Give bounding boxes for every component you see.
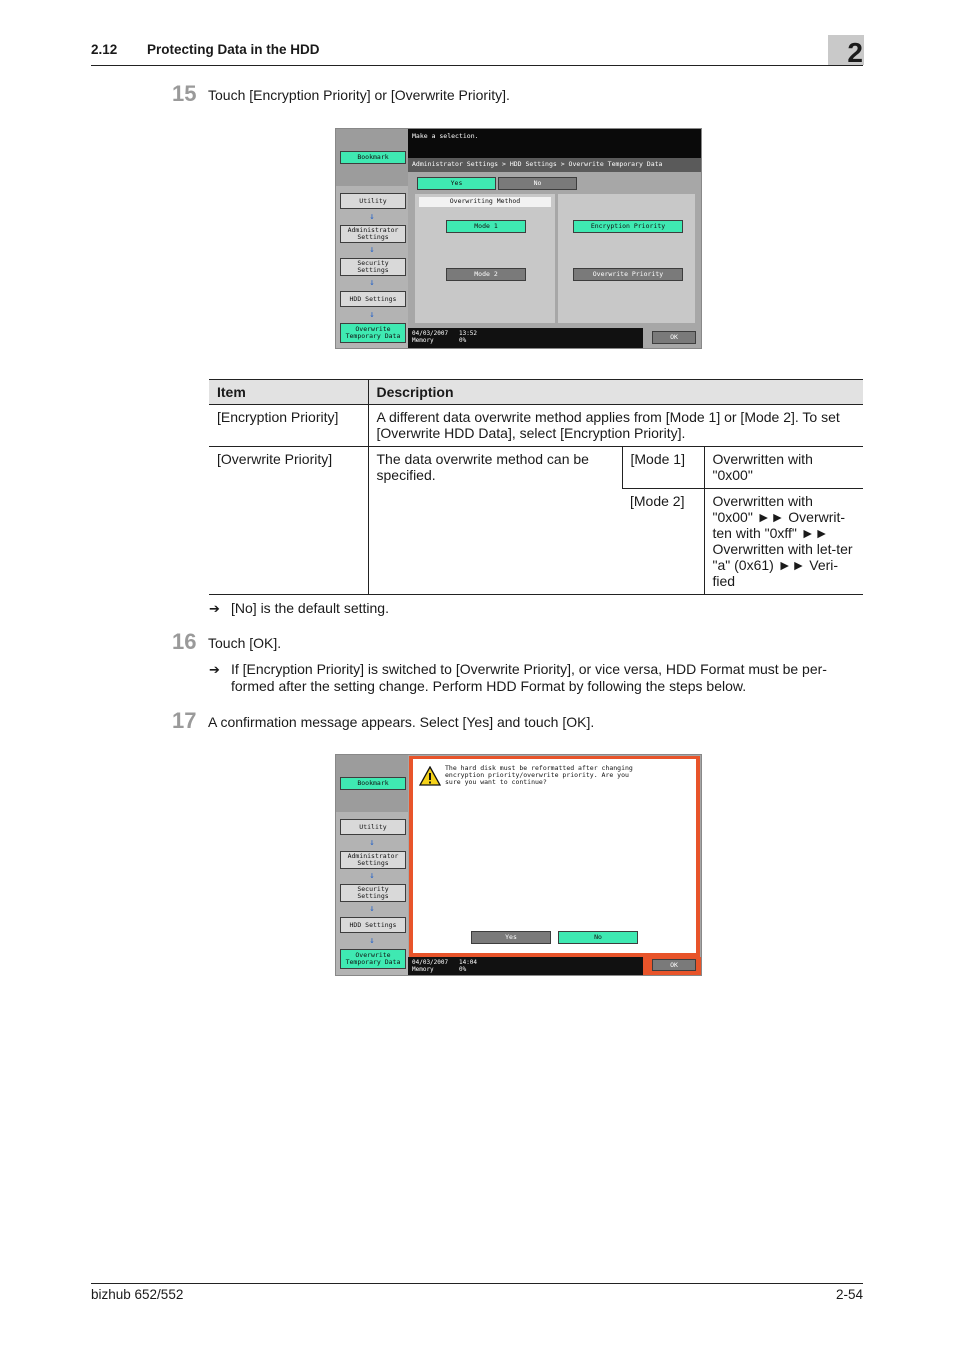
- priority-panel: [558, 194, 695, 323]
- step-15-number: 15: [172, 81, 197, 106]
- status-time: 13:52: [458, 330, 478, 337]
- row2-description: The data overwrite method can be specified.: [368, 447, 622, 595]
- status-memory: Memory: [412, 337, 434, 344]
- bookmark-button[interactable]: Bookmark: [340, 777, 406, 790]
- note-hdd-format: If [Encryption Priority] is switched to [Overwrite Priority], or vice versa, HDD Format must be per-formed after the setting change. Perform HDD Format by following the steps below.: [231, 661, 827, 694]
- row1-description: A different data overwrite method applies from [Mode 1] or [Mode 2]. To set [Overwrite HDD Data], select [Encryption Priority].: [368, 405, 863, 447]
- table-header-description: Description: [368, 380, 863, 405]
- nav-admin-settings-button[interactable]: Administrator Settings: [340, 851, 406, 869]
- status-date: 04/03/2007: [412, 959, 449, 966]
- message-bar: Make a selection.: [408, 129, 701, 158]
- description-table: [209, 379, 863, 595]
- row2-mode1-description: Overwritten with "0x00": [704, 447, 863, 489]
- screenshot-overwrite-settings: [335, 128, 702, 349]
- confirmation-message: The hard disk must be reformatted after changing encryption priority/overwrite priority. Are you sure you want to continue?: [445, 764, 633, 786]
- status-bar: [408, 957, 643, 975]
- footer-page-number: 2-54: [835, 1287, 863, 1302]
- down-arrow-icon: ↓: [369, 936, 375, 946]
- down-arrow-icon: ↓: [369, 310, 375, 320]
- status-memory-percent: 0%: [458, 337, 467, 344]
- footer-rule: [91, 1283, 863, 1284]
- warning-icon: [419, 766, 441, 790]
- table-row: [209, 405, 863, 447]
- status-time: 14:04: [458, 959, 478, 966]
- status-memory-percent: 0%: [458, 966, 467, 973]
- arrow-icon: ➔: [209, 662, 220, 677]
- nav-security-settings-button[interactable]: Security Settings: [340, 884, 406, 902]
- down-arrow-icon: ↓: [369, 904, 375, 914]
- method-panel: [415, 194, 555, 323]
- ok-button[interactable]: OK: [652, 959, 696, 971]
- row2-mode2-description: Overwritten with "0x00" ►► Overwrit-ten with "0xff" ►► Overwritten with let-ter "a" (0x61) ►► Veri-fied: [704, 489, 863, 595]
- no-toggle-button[interactable]: No: [498, 177, 577, 190]
- nav-utility-button[interactable]: Utility: [340, 193, 406, 209]
- status-memory: Memory: [412, 966, 434, 973]
- nav-overwrite-temp-data-button[interactable]: Overwrite Temporary Data: [340, 949, 406, 969]
- step-15-text: Touch [Encryption Priority] or [Overwrite Priority].: [208, 87, 510, 103]
- down-arrow-icon: ↓: [369, 278, 375, 288]
- no-button[interactable]: No: [558, 931, 638, 944]
- row2-item: [Overwrite Priority]: [209, 447, 368, 595]
- row1-item: [Encryption Priority]: [209, 405, 368, 447]
- overwriting-method-label: Overwriting Method: [419, 197, 551, 207]
- note-default-setting: [No] is the default setting.: [231, 600, 389, 616]
- step-17-text: A confirmation message appears. Select [Yes] and touch [OK].: [208, 714, 595, 730]
- table-row: [209, 447, 863, 489]
- yes-toggle-button[interactable]: Yes: [417, 177, 496, 190]
- section-title: Protecting Data in the HDD: [147, 42, 320, 57]
- down-arrow-icon: ↓: [369, 871, 375, 881]
- chapter-badge: [828, 35, 864, 68]
- breadcrumb: Administrator Settings > HDD Settings > Overwrite Temporary Data: [408, 158, 701, 172]
- encryption-priority-button[interactable]: Encryption Priority: [573, 220, 683, 233]
- mode2-button[interactable]: Mode 2: [446, 268, 526, 281]
- nav-hdd-settings-button[interactable]: HDD Settings: [340, 291, 406, 307]
- down-arrow-icon: ↓: [369, 838, 375, 848]
- bookmark-button[interactable]: Bookmark: [340, 151, 406, 164]
- footer-product: bizhub 652/552: [91, 1287, 184, 1302]
- dialog-body: [413, 759, 696, 953]
- header-rule: [91, 65, 863, 66]
- table-header-item: Item: [209, 380, 368, 405]
- down-arrow-icon: ↓: [369, 245, 375, 255]
- yes-button[interactable]: Yes: [471, 931, 551, 944]
- overwrite-priority-button[interactable]: Overwrite Priority: [573, 268, 683, 281]
- row2-mode2: [Mode 2]: [622, 489, 704, 595]
- screenshot-confirmation: [335, 754, 702, 976]
- step-17-number: 17: [172, 708, 197, 733]
- section-number: 2.12: [91, 42, 118, 57]
- arrow-icon: ➔: [209, 601, 220, 616]
- nav-utility-button[interactable]: Utility: [340, 819, 406, 835]
- nav-overwrite-temp-data-button[interactable]: Overwrite Temporary Data: [340, 323, 406, 343]
- step-16-number: 16: [172, 629, 197, 654]
- section-heading: [91, 42, 320, 57]
- status-date: 04/03/2007: [412, 330, 449, 337]
- chapter-number: 2: [847, 37, 863, 68]
- ok-button[interactable]: OK: [652, 331, 696, 344]
- nav-admin-settings-button[interactable]: Administrator Settings: [340, 225, 406, 243]
- down-arrow-icon: ↓: [369, 212, 375, 222]
- nav-security-settings-button[interactable]: Security Settings: [340, 258, 406, 276]
- step-16-text: Touch [OK].: [208, 635, 282, 651]
- status-bar: [408, 328, 643, 348]
- row2-mode1: [Mode 1]: [622, 447, 704, 489]
- mode1-button[interactable]: Mode 1: [446, 220, 526, 233]
- nav-hdd-settings-button[interactable]: HDD Settings: [340, 917, 406, 933]
